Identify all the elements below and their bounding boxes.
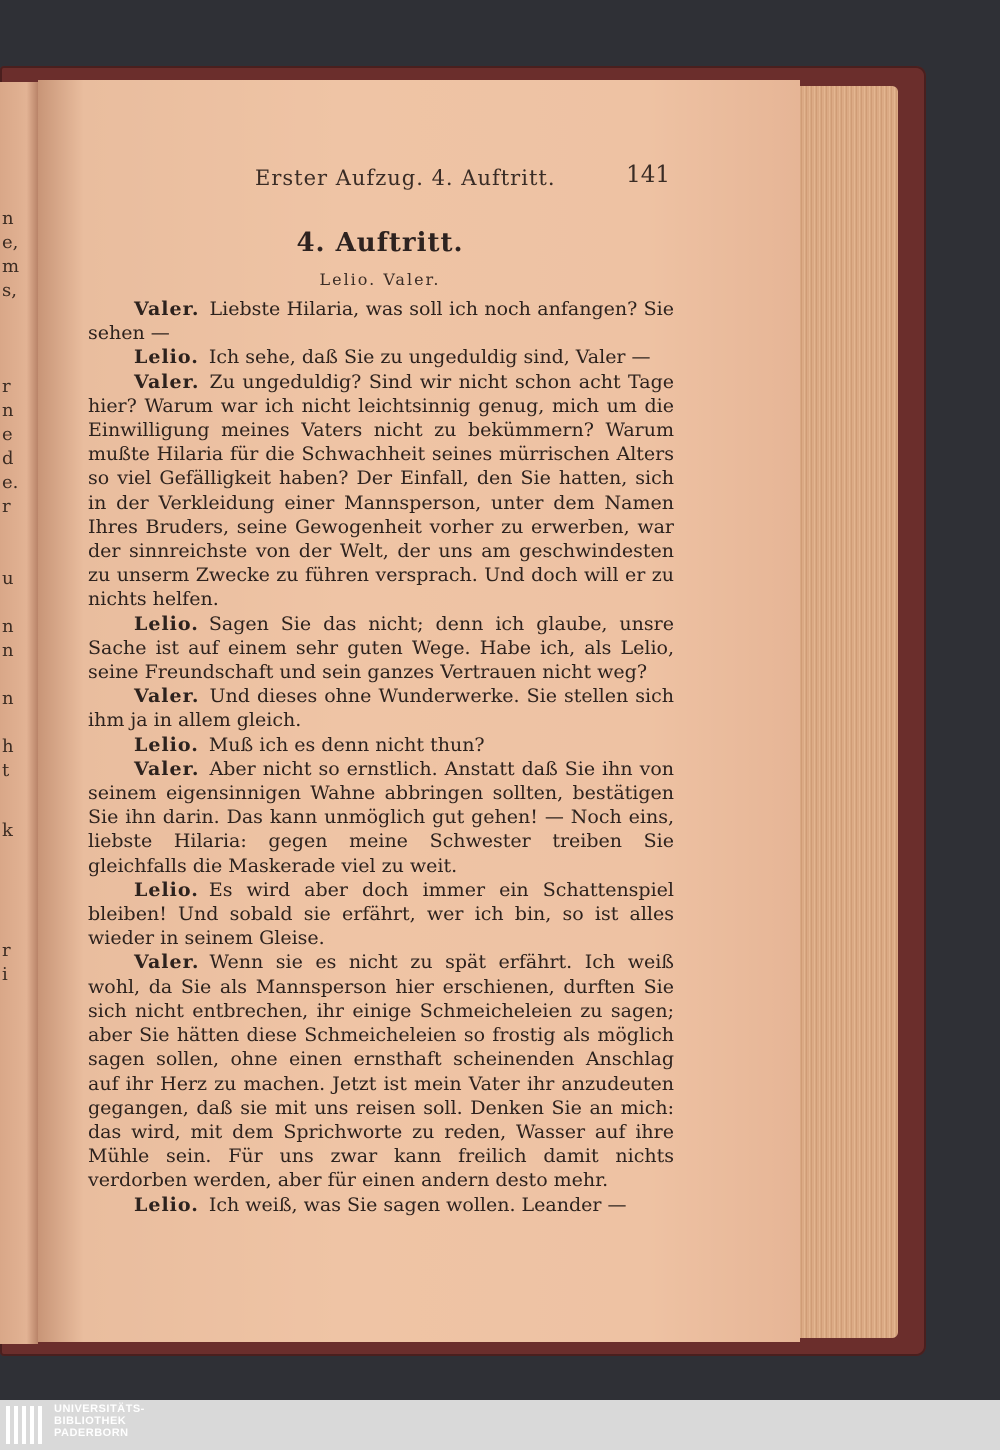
speaker-name: Lelio.	[134, 1193, 199, 1216]
left-page-letter: n	[2, 208, 14, 229]
logo-line: PADERBORN	[54, 1427, 129, 1439]
left-page-letter: d	[2, 448, 14, 469]
left-page-letter: m	[2, 256, 20, 277]
dialogue-paragraph	[88, 370, 674, 612]
speech-text: Zu ungeduldig? Sind wir nicht schon acht Tage hier? Warum war ich nicht leichtsinnig genug, mich um die Einwilligung meines Vaters nicht zu bekümmern? Warum mußte Hilaria für die Schwachheit seines mürrischen Alters so viel Gefälligkeit haben? Der Einfall, den Sie hatten, sich in der Verkleidung einer Mannsperson, unter dem Namen Ihres Bruders, seine Gewogenheit vorher zu erwerben, war der sinnreichste von der Welt, der uns am geschwindesten zu unserm Zwecke zu führen versprach. Und doch will er zu nichts helfen.	[88, 370, 674, 611]
speech-text: Muß ich es denn nicht thun?	[208, 733, 485, 756]
left-page-letter: e	[2, 424, 13, 445]
left-page-letter: e,	[2, 232, 19, 253]
left-page-letter: n	[2, 400, 14, 421]
left-page-letter: r	[2, 496, 11, 517]
logo-line: BIBLIOTHEK	[54, 1415, 127, 1427]
dialogue-paragraph	[88, 297, 674, 345]
speaker-name: Lelio.	[134, 346, 199, 369]
library-logo-text	[54, 1403, 145, 1439]
dialogue-paragraph	[88, 757, 674, 878]
left-page-letter: r	[2, 376, 11, 397]
dialogue-paragraph	[88, 733, 674, 757]
left-page-letter: e.	[2, 472, 19, 493]
page-number: 141	[626, 162, 670, 188]
speaker-name: Valer.	[134, 757, 200, 780]
speaker-name: Lelio.	[134, 733, 199, 756]
speech-text: Liebste Hilaria, was soll ich noch anfangen? Sie sehen —	[88, 298, 674, 345]
left-page-letter: n	[2, 640, 14, 661]
speaker-name: Valer.	[134, 370, 200, 393]
dialogue-paragraph	[88, 612, 674, 685]
speech-text: Ich weiß, was Sie sagen wollen. Leander —	[208, 1193, 627, 1216]
left-page-letter: i	[2, 964, 8, 985]
dialogue-paragraph	[88, 878, 674, 951]
left-page-letter: s,	[2, 280, 17, 301]
library-logo-bar	[0, 1400, 1000, 1450]
dialogue-text	[88, 297, 674, 1217]
page-header	[90, 162, 670, 196]
speaker-name: Valer.	[134, 298, 200, 320]
left-page-fragment	[0, 82, 38, 1344]
speech-text: Es wird aber doch immer ein Schattenspiel bleiben! Und sobald sie erfährt, wer ich bin, so ist alles wieder in seinem Gleise.	[88, 878, 674, 950]
speaker-name: Valer.	[134, 685, 200, 708]
speaker-name: Valer.	[134, 951, 200, 974]
logo-line: UNIVERSITÄTS-	[54, 1403, 145, 1415]
speech-text: Wenn sie es nicht zu spät erfährt. Ich weiß wohl, da Sie als Mannsperson hier erschienen, durften Sie sich nicht entbrechen, ihr einige Schmeicheleien zu sagen; aber Sie hätten diese Schmeicheleien so frostig als möglich sagen sollen, ohne einen ernsthaft scheinenden Anschlag auf ihr Herz zu machen. Jetzt ist mein Vater ihr anzudeuten gegangen, daß sie mit uns reisen soll. Denken Sie an mich: das wird, mit dem Sprichworte zu reden, Wasser auf ihre Mühle sein. Für uns zwar kann freilich damit nichts verdorben werden, aber für einen andern desto mehr.	[88, 951, 674, 1192]
left-page-letter: h	[2, 736, 14, 757]
scene-title: 4. Auftritt.	[296, 228, 464, 258]
left-page-letter: n	[2, 688, 14, 709]
cast-list: Lelio. Valer.	[319, 270, 441, 289]
library-logo-icon	[6, 1406, 44, 1444]
speaker-name: Lelio.	[134, 612, 199, 635]
speech-text: Sagen Sie das nicht; denn ich glaube, unsre Sache ist auf einem sehr guten Wege. Habe ich, als Lelio, seine Freundschaft und sein ganzes Vertrauen nicht weg?	[88, 612, 674, 684]
dialogue-paragraph	[88, 684, 674, 732]
dialogue-paragraph	[88, 345, 674, 369]
dialogue-paragraph	[88, 950, 674, 1192]
speech-text: Ich sehe, daß Sie zu ungeduldig sind, Valer —	[208, 346, 651, 369]
speech-text: Aber nicht so ernstlich. Anstatt daß Sie ihn von seinem eigensinnigen Wahne abbringen sollten, bestätigen Sie ihn darin. Das kann unmöglich gut gehen! — Noch eins, liebste Hilaria: gegen meine Schwester treiben Sie gleichfalls die Maskerade viel zu weit.	[88, 757, 674, 877]
dialogue-paragraph	[88, 1193, 674, 1217]
left-page-letter: k	[2, 820, 13, 841]
speaker-name: Lelio.	[134, 878, 199, 901]
left-page-letter: t	[2, 760, 10, 781]
running-title: Erster Aufzug. 4. Auftritt.	[255, 166, 556, 190]
speech-text: Und dieses ohne Wunderwerke. Sie stellen sich ihm ja in allem gleich.	[88, 685, 674, 732]
page-edges	[798, 86, 898, 1338]
left-page-letter: n	[2, 616, 14, 637]
left-page-letter: r	[2, 940, 11, 961]
left-page-letter: u	[2, 568, 14, 589]
